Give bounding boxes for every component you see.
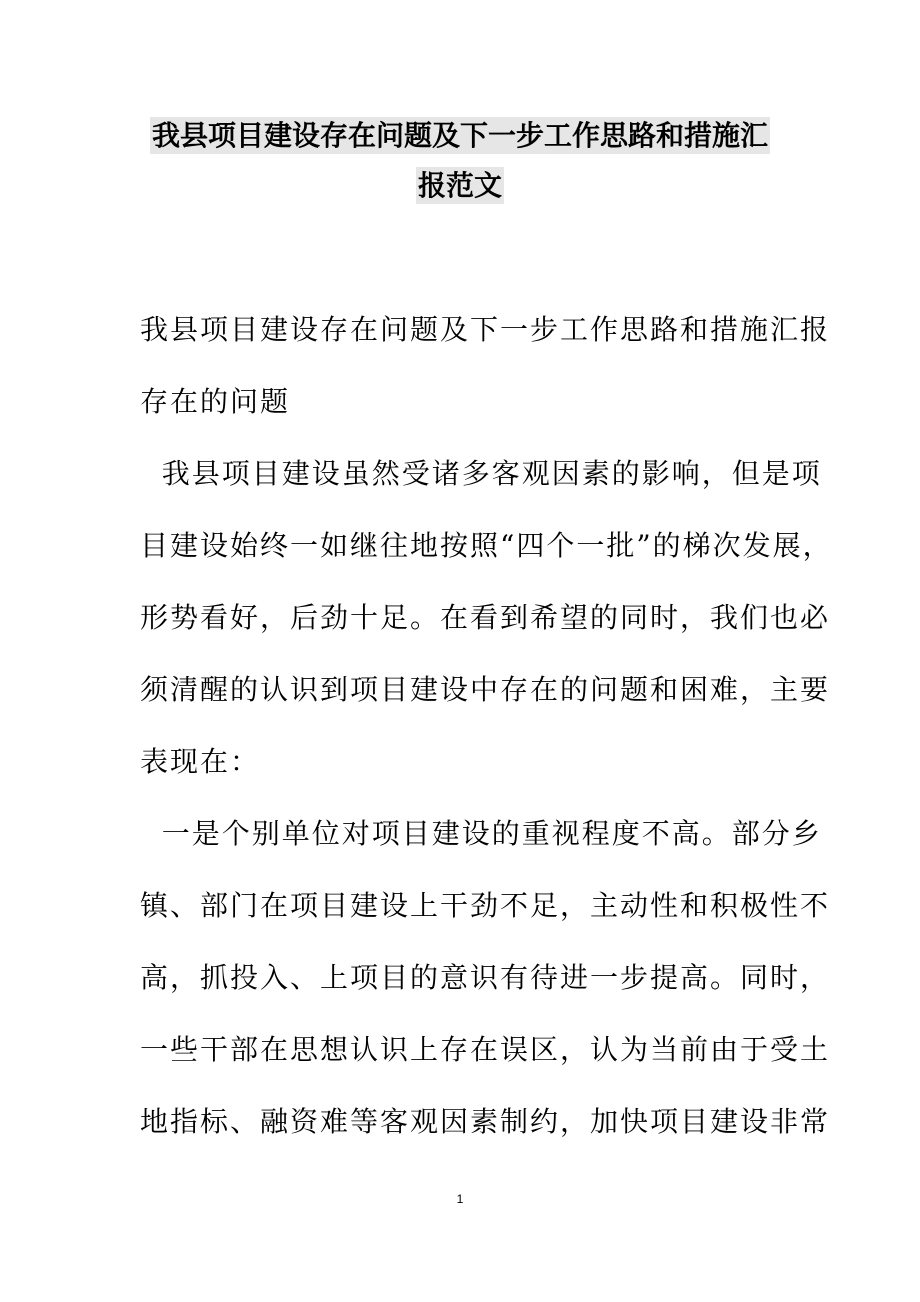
body-line: 一些干部在思想认识上存在误区，认为当前由于受土 [140, 1033, 831, 1066]
document-title-line-2 [0, 166, 920, 206]
document-title-text-1: 我县项目建设存在问题及下一步工作思路和措施汇 [151, 119, 768, 152]
document-title-line-1 [0, 116, 920, 156]
body-line: 目建设始终一如继往地按照“四个一批”的梯次发展， [140, 529, 833, 562]
document-title-text-2: 报范文 [417, 169, 502, 202]
page-number: 1 [456, 1192, 464, 1206]
body-line: 高，抓投入、上项目的意识有待进一步提高。同时， [140, 961, 831, 994]
body-line: 一是个别单位对项目建设的重视程度不高。部分乡 [140, 817, 822, 850]
body-line: 镇、部门在项目建设上干劲不足，主动性和积极性不 [140, 889, 831, 922]
body-line: 表现在： [140, 745, 261, 778]
body-line: 地指标、融资难等客观因素制约，加快项目建设非常 [140, 1105, 831, 1138]
body-line: 我县项目建设虽然受诸多客观因素的影响，但是项 [140, 457, 822, 490]
body-line: 须清醒的认识到项目建设中存在的问题和困难，主要 [140, 673, 831, 706]
body-line: 我县项目建设存在问题及下一步工作思路和措施汇报 [140, 313, 831, 346]
body-line: 存在的问题 [140, 385, 291, 418]
body-line: 形势看好，后劲十足。在看到希望的同时，我们也必 [140, 601, 831, 634]
